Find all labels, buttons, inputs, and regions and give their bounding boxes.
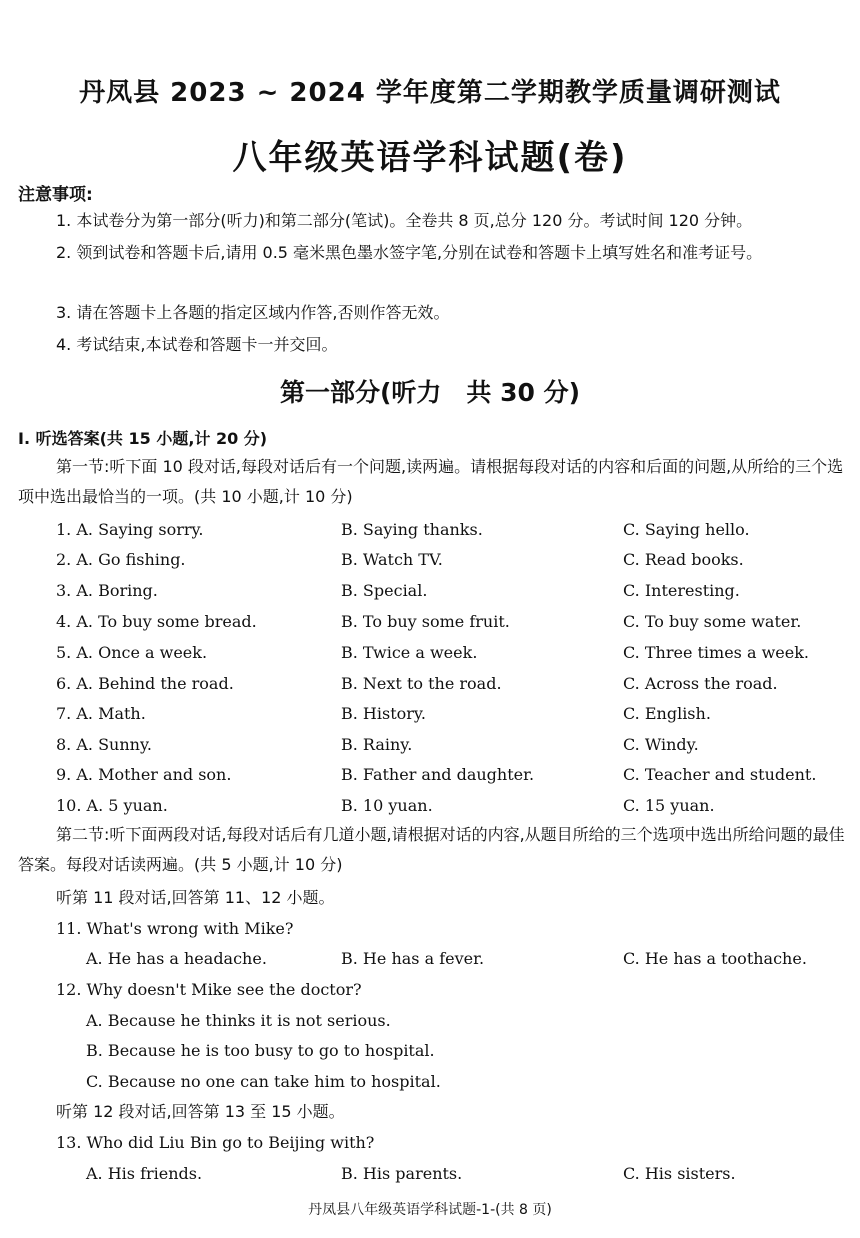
exam-title: 丹凤县 2023 ~ 2024 学年度第二学期教学质量调研测试 [79, 78, 781, 108]
page-footer: 丹凤县八年级英语学科试题-1-(共 8 页) [308, 1202, 552, 1218]
option-b: B. Watch TV. [341, 550, 443, 569]
option-a: 4. A. To buy some bread. [56, 612, 257, 631]
option-b: B. He has a fever. [341, 949, 485, 968]
dialogue-12-instruction: 听第 12 段对话,回答第 13 至 15 小题。 [56, 1102, 345, 1121]
option-c: C. Read books. [623, 550, 744, 569]
option-a: A. Because he thinks it is not serious. [86, 1011, 391, 1030]
question-12: 12. Why doesn't Mike see the doctor? [56, 980, 362, 999]
question-row [0, 730, 860, 760]
option-c: C. English. [623, 704, 711, 723]
option-c: C. Three times a week. [623, 643, 810, 662]
option-a: A. His friends. [86, 1164, 203, 1183]
option-b: B. Twice a week. [341, 643, 478, 662]
dialogue-11-instruction: 听第 11 段对话,回答第 11、12 小题。 [56, 888, 335, 907]
option-a: 6. A. Behind the road. [56, 674, 234, 693]
section2-instructions: 第二节:听下面两段对话,每段对话后有几道小题,请根据对话的内容,从题目所给的三个选项中选出所给问题的最佳答案。每段对话读两遍。(共 5 小题,计 10 分) [18, 825, 845, 874]
question-11: 11. What's wrong with Mike? [56, 919, 294, 938]
option-c: C. Interesting. [623, 581, 740, 600]
question-row [0, 699, 860, 729]
option-a: 3. A. Boring. [56, 581, 158, 600]
question-13: 13. Who did Liu Bin go to Beijing with? [56, 1133, 375, 1152]
section1-instructions: 第一节:听下面 10 段对话,每段对话后有一个问题,读两遍。请根据每段对话的内容和后面的问题,从所给的三个选项中选出最恰当的一项。(共 10 小题,计 10 分) [18, 457, 844, 506]
question-row [0, 638, 860, 668]
option-a: 10. A. 5 yuan. [56, 796, 168, 815]
option-a: 5. A. Once a week. [56, 643, 208, 662]
option-b: B. Because he is too busy to go to hospital. [86, 1041, 435, 1060]
question-row [0, 515, 860, 545]
option-a: 1. A. Saying sorry. [56, 520, 204, 539]
option-c: C. Windy. [623, 735, 699, 754]
question-row [0, 669, 860, 699]
option-b: B. Saying thanks. [341, 520, 483, 539]
question-13-options [0, 1159, 860, 1189]
option-c: C. His sisters. [623, 1164, 736, 1183]
notice-item-4: 4. 考试结束,本试卷和答题卡一并交回。 [56, 335, 338, 354]
question-11-options [0, 944, 860, 974]
question-row [0, 545, 860, 575]
section-heading: Ⅰ. 听选答案(共 15 小题,计 20 分) [18, 429, 268, 448]
option-b: B. Rainy. [341, 735, 413, 754]
option-c: C. 15 yuan. [623, 796, 715, 815]
exam-subtitle: 八年级英语学科试题(卷) [232, 138, 628, 178]
question-row [0, 607, 860, 637]
part-title: 第一部分(听力 共 30 分) [279, 378, 581, 407]
option-a: 7. A. Math. [56, 704, 146, 723]
option-b: B. Father and daughter. [341, 765, 535, 784]
question-row [0, 760, 860, 790]
question-row [0, 576, 860, 606]
option-c: C. Across the road. [623, 674, 778, 693]
option-c: C. Saying hello. [623, 520, 750, 539]
option-a: 9. A. Mother and son. [56, 765, 232, 784]
notice-item-3: 3. 请在答题卡上各题的指定区域内作答,否则作答无效。 [56, 303, 450, 322]
option-b: B. 10 yuan. [341, 796, 433, 815]
notice-heading: 注意事项: [18, 185, 93, 205]
option-b: B. Next to the road. [341, 674, 502, 693]
option-b: B. To buy some fruit. [341, 612, 510, 631]
notice-item-1: 1. 本试卷分为第一部分(听力)和第二部分(笔试)。全卷共 8 页,总分 120 分。考试时间 120 分钟。 [56, 211, 753, 230]
option-b: B. Special. [341, 581, 428, 600]
option-a: A. He has a headache. [86, 949, 267, 968]
option-c: C. Teacher and student. [623, 765, 817, 784]
option-b: B. His parents. [341, 1164, 463, 1183]
option-c: C. To buy some water. [623, 612, 802, 631]
option-c: C. He has a toothache. [623, 949, 807, 968]
option-b: B. History. [341, 704, 426, 723]
notice-item-2: 2. 领到试卷和答题卡后,请用 0.5 毫米黑色墨水签字笔,分别在试卷和答题卡上填写姓名和准考证号。 [56, 243, 763, 262]
option-a: 8. A. Sunny. [56, 735, 152, 754]
option-a: 2. A. Go fishing. [56, 550, 186, 569]
question-row [0, 791, 860, 821]
option-c: C. Because no one can take him to hospital. [86, 1072, 441, 1091]
